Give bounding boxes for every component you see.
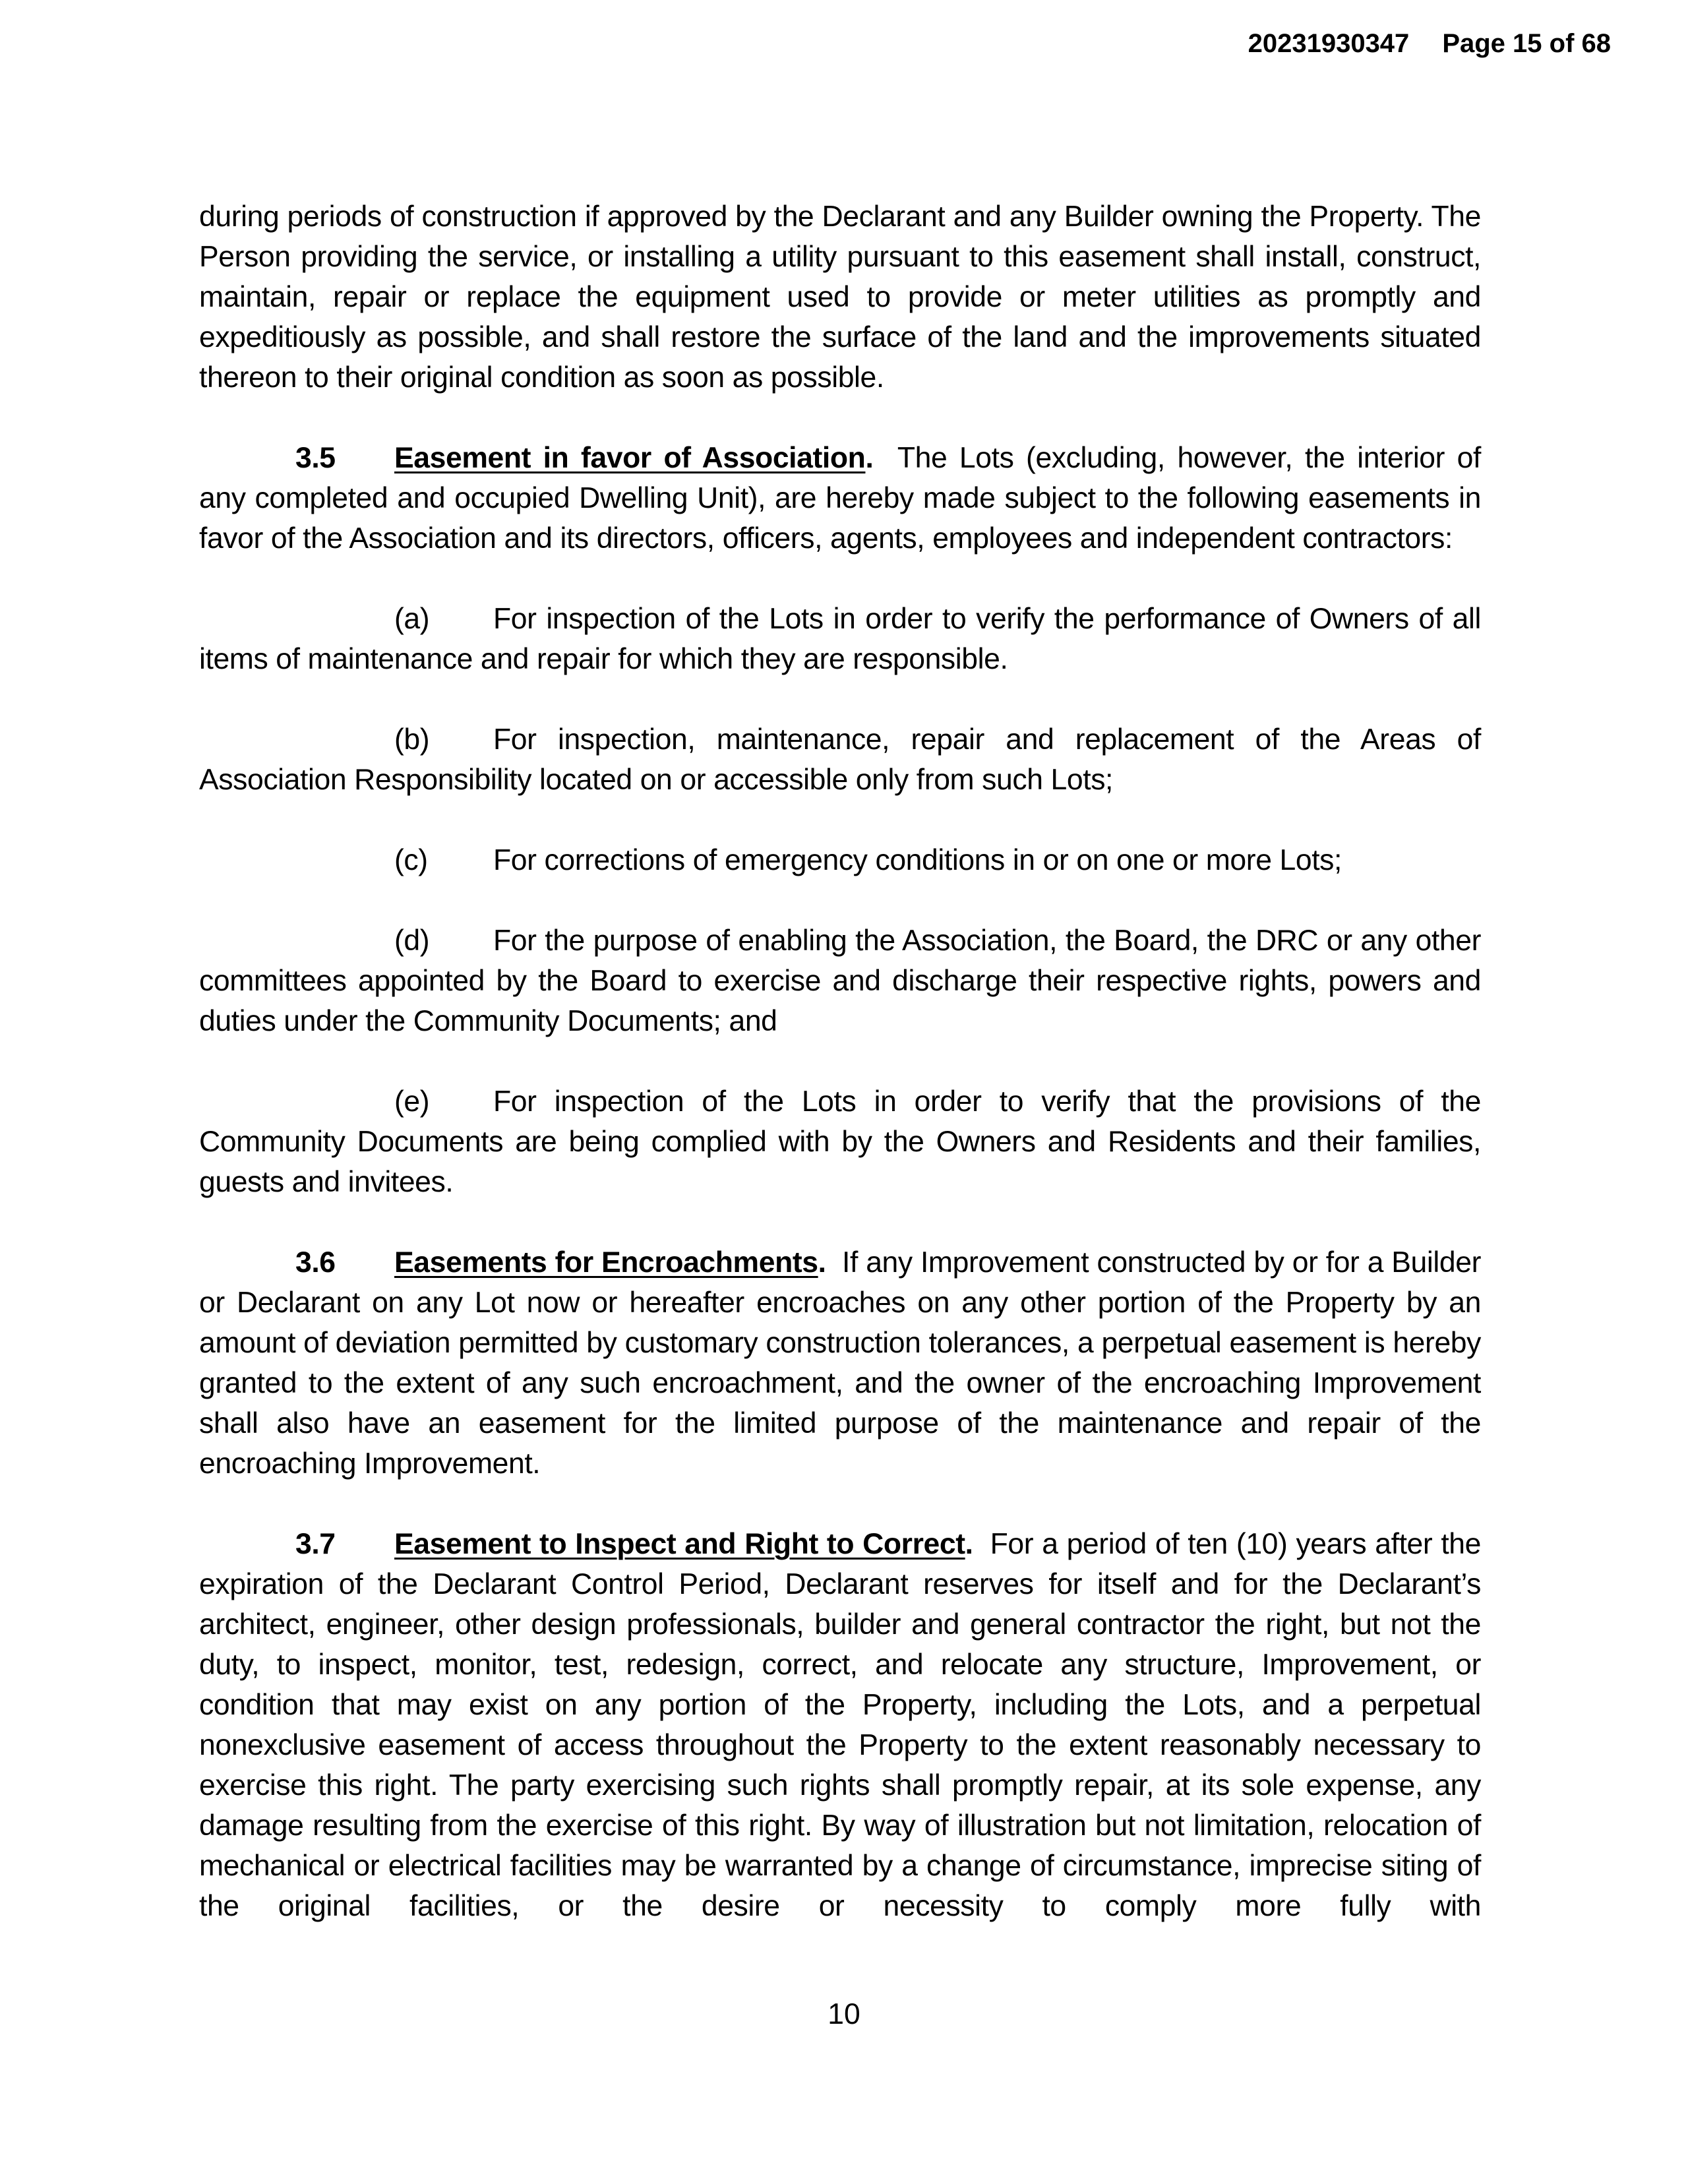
- list-item-label: (a): [394, 603, 430, 635]
- list-item-text: For inspection of the Lots in order to verify that the provisions of the Community Documents are being complied with by the Owners and Residents and their families, guests and invitees.: [199, 1085, 1481, 1198]
- section-number: 3.7: [295, 1528, 336, 1560]
- document-number: 20231930347: [1248, 29, 1410, 58]
- intro-paragraph: during periods of construction if approved by the Declarant and any Builder owning the Property. The Person providing the service, or installing a utility pursuant to this easement shall install, construct, maintain, repair or replace the equipment used to provide or meter utilities as promptly and expeditiously as possible, and shall restore the surface of the land and the improvements situated thereon to their original condition as soon as possible.: [199, 200, 1481, 394]
- list-item: [199, 599, 1481, 679]
- section-body: The Lots (excluding, however, the interior of any completed and occupied Dwelling Unit), are hereby made subject to the following easements in favor of the Association and its directors, officers, agents, employees and independent contractors:: [199, 442, 1481, 555]
- list-item-label: (e): [394, 1085, 430, 1118]
- list-item-label: (b): [394, 723, 430, 756]
- section-3-6: [199, 1242, 1481, 1484]
- section-title: Easements for Encroachments: [394, 1246, 818, 1279]
- page-header: [1248, 29, 1611, 59]
- section-title-period: .: [965, 1528, 973, 1560]
- list-item-label: (d): [394, 925, 430, 957]
- list-item: [199, 921, 1481, 1041]
- section-title-period: .: [865, 442, 874, 474]
- section-title: Easement to Inspect and Right to Correct: [394, 1528, 965, 1560]
- section-3-5: [199, 438, 1481, 559]
- page-number: 10: [828, 1998, 860, 2030]
- list-item-label: (c): [394, 844, 428, 876]
- page-indicator: Page 15 of 68: [1442, 29, 1611, 58]
- section-number: 3.6: [295, 1246, 336, 1279]
- section-3-7: [199, 1524, 1481, 1926]
- list-item: [199, 840, 1481, 880]
- section-title-period: .: [818, 1246, 826, 1279]
- document-body: [199, 197, 1481, 1966]
- list-item-text: For corrections of emergency conditions in or on one or more Lots;: [493, 844, 1342, 876]
- list-item: [199, 719, 1481, 800]
- list-item-text: For the purpose of enabling the Association, the Board, the DRC or any other committees appointed by the Board to exercise and discharge their respective rights, powers and duties under the Community Documents; and: [199, 925, 1481, 1037]
- section-body: If any Improvement constructed by or for a Builder or Declarant on any Lot now or hereafter encroaches on any other portion of the Property by an amount of deviation permitted by customary construction tolerances, a perpetual easement is hereby granted to the extent of any such encroachment, and the owner of the encroaching Improvement shall also have an easement for the limited purpose of the maintenance and repair of the encroaching Improvement.: [199, 1246, 1481, 1480]
- section-number: 3.5: [295, 442, 336, 474]
- list-item-text: For inspection of the Lots in order to verify the performance of Owners of all items of maintenance and repair for which they are responsible.: [199, 603, 1481, 675]
- list-item-text: For inspection, maintenance, repair and replacement of the Areas of Association Responsibility located on or accessible only from such Lots;: [199, 723, 1481, 796]
- section-title: Easement in favor of Association: [394, 442, 866, 474]
- section-body: For a period of ten (10) years after the expiration of the Declarant Control Period, Declarant reserves for itself and for the Declarant’s architect, engineer, other design professionals, builder and general contractor the right, but not the duty, to inspect, monitor, test, redesign, correct, and relocate any structure, Improvement, or condition that may exist on any portion of the Property, including the Lots, and a perpetual nonexclusive easement of access throughout the Property to the extent reasonably necessary to exercise this right. The party exercising such rights shall promptly repair, at its sole expense, any damage resulting from the exercise of this right. By way of illustration but not limitation, relocation of mechanical or electrical facilities may be warranted by a change of circumstance, imprecise siting of the original facilities, or the desire or necessity to comply more fully with: [199, 1528, 1482, 1922]
- list-item: [199, 1081, 1481, 1202]
